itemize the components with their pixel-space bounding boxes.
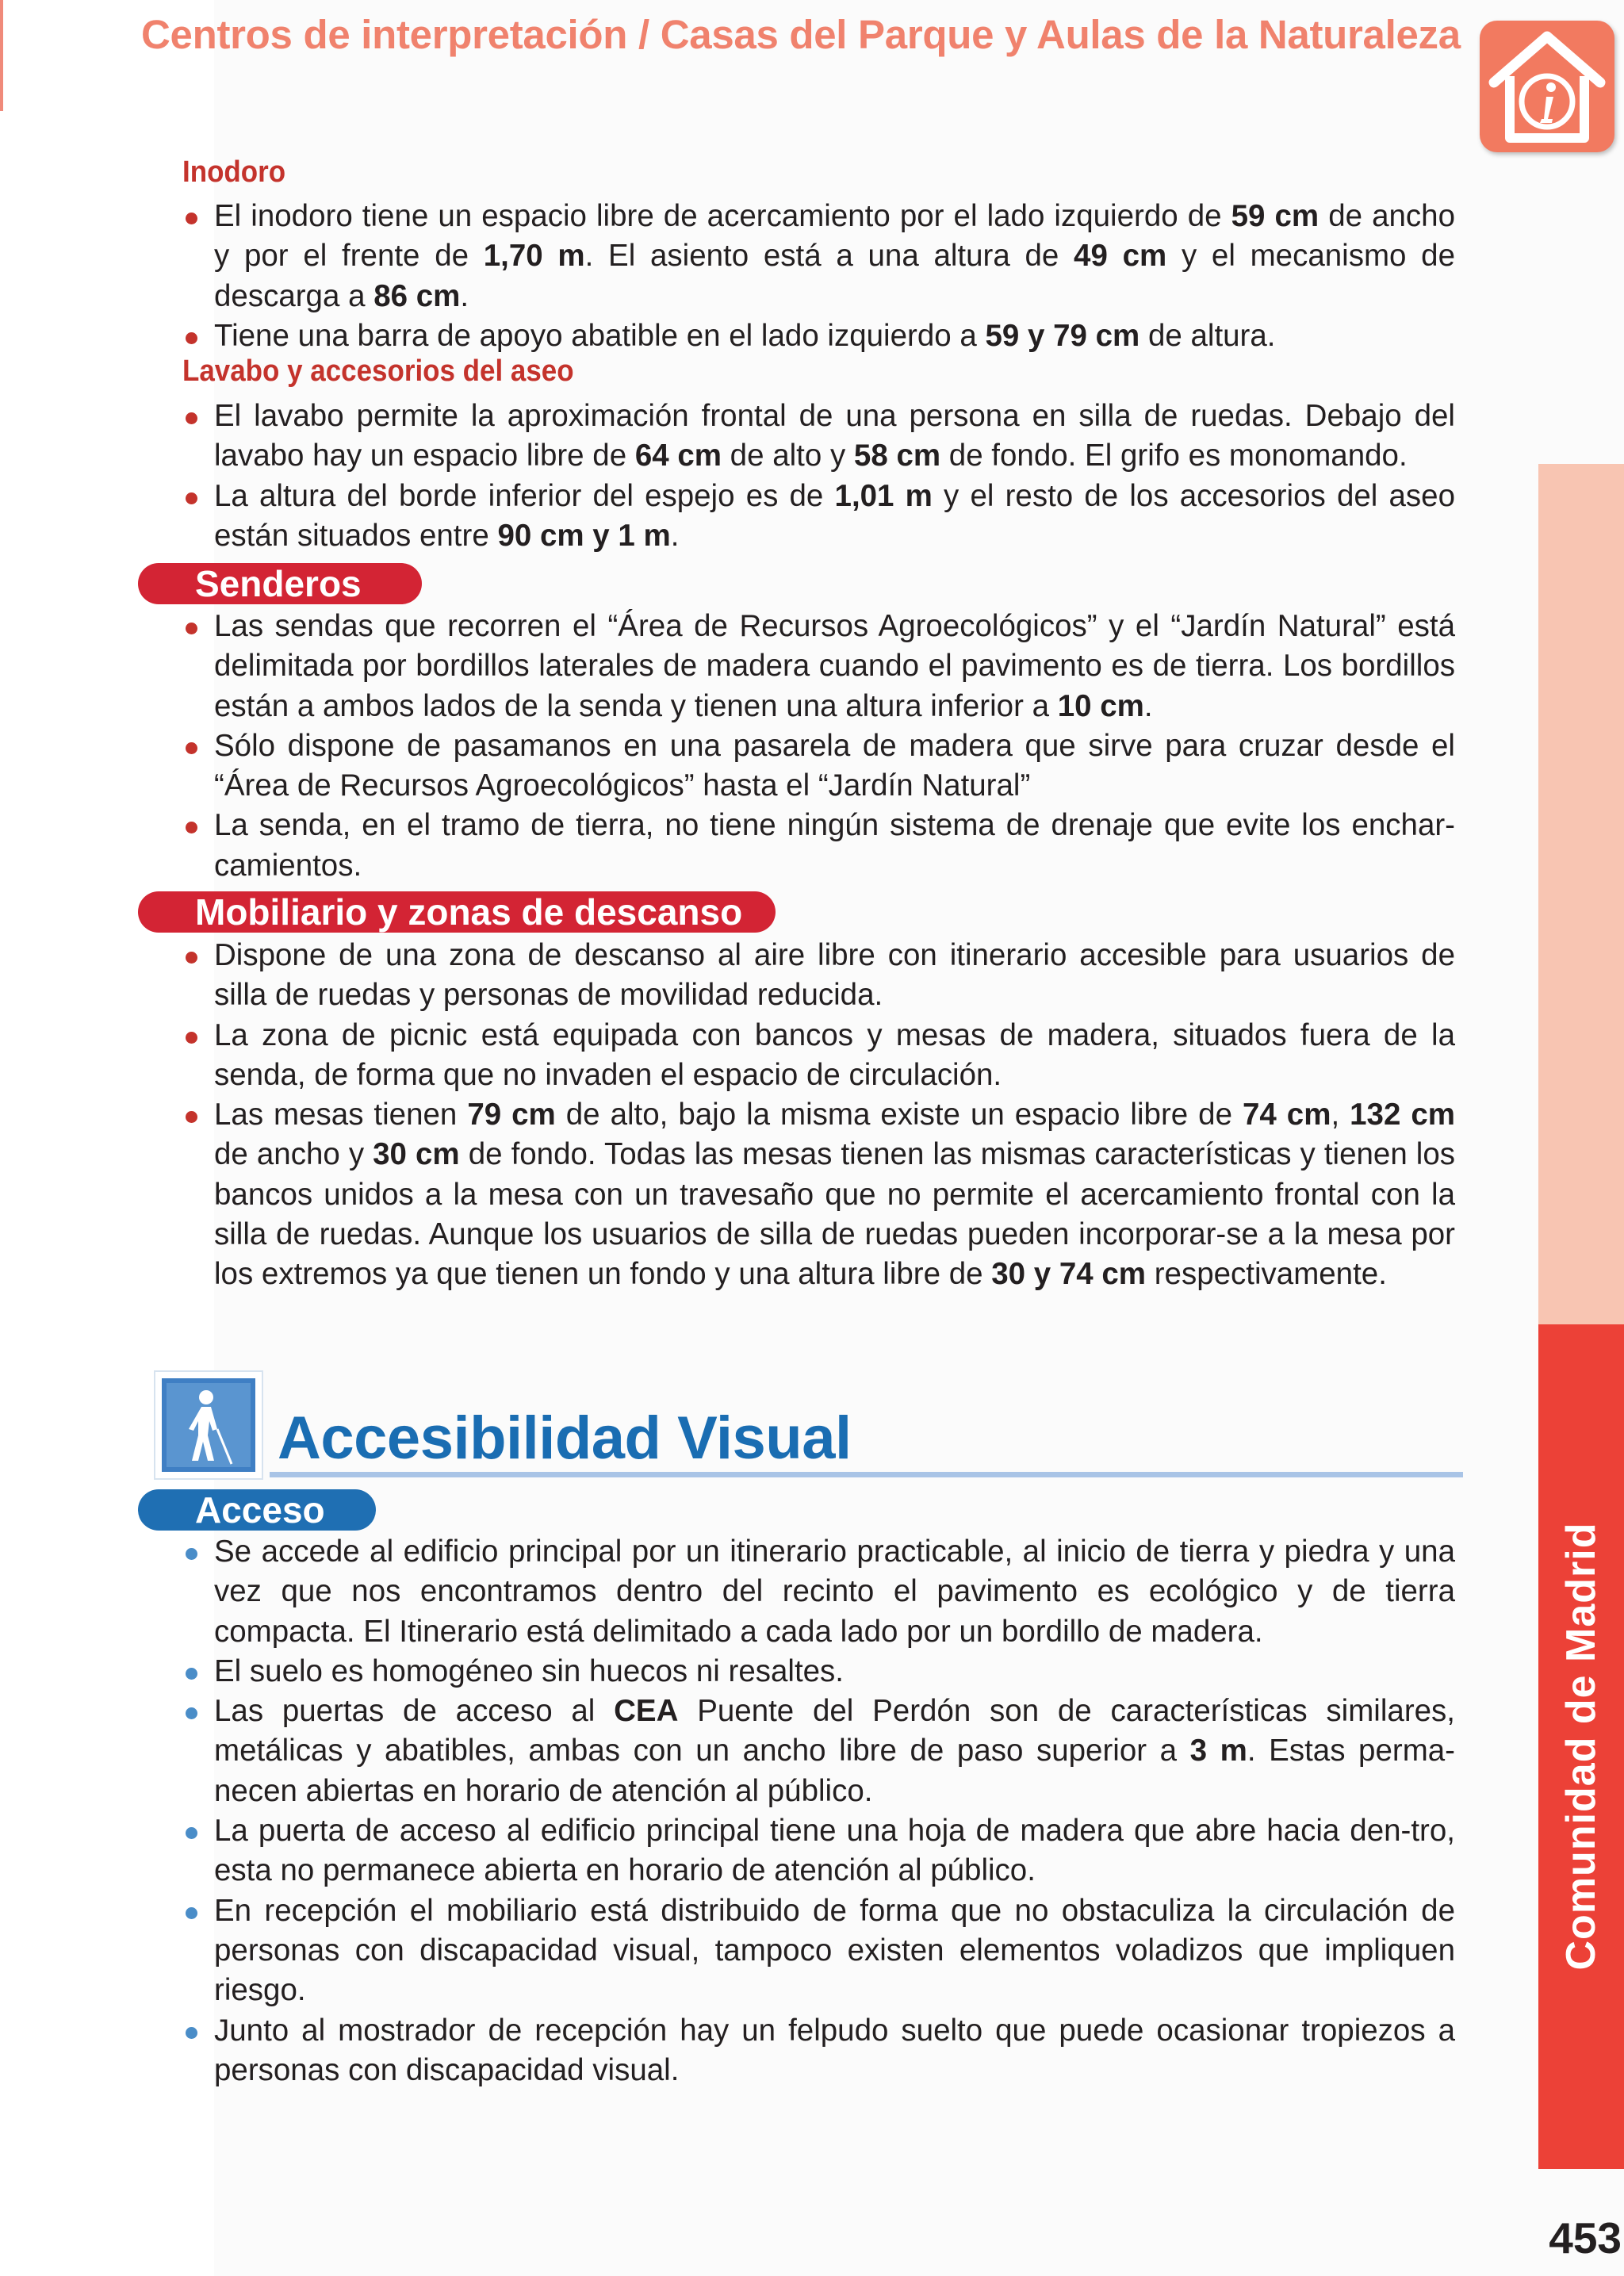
list-item: [182, 806, 1455, 886]
text-run: Puente del Perdón son de características similares, metálicas y abatibles, ambas con un ancho libre de paso superior a: [214, 1694, 1456, 1768]
list-item: [182, 1811, 1455, 1891]
bullet-icon: [186, 623, 197, 634]
bullet-icon: [186, 822, 197, 833]
text-run: 30 y 74 cm: [991, 1257, 1147, 1292]
text-run: La senda, en el tramo de tierra, no tiene ningún sistema de drenaje que evite los enchar-camientos.: [214, 808, 1455, 883]
blind-person-cane-icon: [155, 1372, 262, 1478]
text-run: La puerta de acceso al edificio principal tiene una hoja de madera que abre hacia den-tro, esta no permanece abierta en horario de atención al público.: [214, 1814, 1455, 1888]
bullet-icon: [186, 492, 197, 504]
text-run: . El asiento está a una altura de: [584, 239, 1074, 274]
text-run: 90 cm y 1 m: [497, 518, 671, 553]
text-run: .: [460, 278, 469, 313]
text-run: CEA: [614, 1694, 679, 1729]
text-run: 79 cm: [467, 1098, 556, 1132]
text-run: En recepción el mobiliario está distribuido de forma que no obstaculiza la circulación de personas con discapacidad visual, tampoco existen elementos voladizos que impliquen riesgo.: [214, 1893, 1455, 2008]
text-run: de fondo. Todas las mesas tienen las mismas características y tienen los bancos unidos a la mesa con un travesaño que no permite el acercamiento frontal con la silla de ruedas. Aunque los usuarios de silla de ruedas pueden incorporar-se a la mesa por los extremos ya que tienen un fondo y una altura libre de: [214, 1137, 1456, 1292]
bullet-icon: [186, 1907, 197, 1919]
bullet-icon: [186, 213, 197, 224]
text-run: 49 cm: [1074, 239, 1167, 274]
page-number: 453: [1549, 2213, 1622, 2263]
text-run: y el resto de los accesorios del aseo están situados entre: [214, 478, 1455, 553]
text-run: El lavabo permite la aproximación frontal de una persona en silla de ruedas. Debajo del lavabo hay un espacio libre de: [214, 399, 1455, 473]
text-run: de alto, bajo la misma existe un espacio libre de: [555, 1098, 1243, 1132]
text-run: Las puertas de acceso al: [214, 1694, 615, 1729]
text-run: 10 cm: [1057, 688, 1144, 723]
bullet-icon: [186, 1548, 197, 1560]
text-run: de altura.: [1139, 318, 1276, 353]
bullet-icon: [186, 1827, 197, 1839]
mobiliario-list: [182, 936, 1455, 1295]
section-tab-band: [1538, 464, 1624, 1324]
list-item: [182, 936, 1455, 1016]
text-run: .: [1143, 688, 1153, 723]
bullet-icon: [186, 2027, 197, 2039]
text-run: El suelo es homogéneo sin huecos ni resaltes.: [214, 1653, 845, 1688]
inodoro-heading: Inodoro: [182, 155, 286, 189]
list-item: [182, 1652, 1455, 1692]
text-run: 30 cm: [373, 1137, 460, 1172]
text-run: El inodoro tiene un espacio libre de acercamiento por el lado izquierdo de: [214, 199, 1231, 233]
text-run: 58 cm: [853, 439, 941, 473]
bullet-icon: [186, 1668, 197, 1680]
bullet-icon: [186, 1032, 197, 1044]
text-run: 132 cm: [1350, 1098, 1455, 1132]
text-run: 1,70 m: [483, 239, 585, 274]
bullet-icon: [186, 742, 197, 754]
title-underline: [270, 1472, 1463, 1477]
bullet-icon: [186, 1707, 197, 1719]
bullet-icon: [186, 1111, 197, 1123]
section-title: Accesibilidad Visual: [278, 1404, 852, 1472]
list-item: [182, 197, 1455, 316]
text-run: La zona de picnic está equipada con bancos y mesas de madera, situados fuera de la senda, de forma que no invaden el espacio de circulación.: [214, 1017, 1455, 1092]
list-item: [182, 1891, 1455, 2011]
text-run: Se accede al edificio principal por un itinerario practicable, al inicio de tierra y piedra y una vez que nos encontramos dentro del recinto el pavimento es ecológico y de tierra compacta. El Itinerario está delimitado a cada lado por un bordillo de madera.: [214, 1535, 1455, 1649]
mobiliario-heading: Mobiliario y zonas de descanso: [138, 891, 776, 933]
text-run: Las sendas que recorren el “Área de Recursos Agroecológicos” y el “Jardín Natural” está delimitada por bordillos laterales de madera cuando el pavimento es de tierra. Los bordillos están a ambos lados de la senda y tienen una altura inferior a: [214, 609, 1455, 723]
senderos-list: [182, 607, 1455, 886]
lavabo-heading: Lavabo y accesorios del aseo: [182, 354, 574, 388]
acceso-list: [182, 1532, 1455, 2090]
text-run: 1,01 m: [834, 478, 933, 513]
text-run: 3 m: [1189, 1734, 1247, 1768]
senderos-heading: Senderos: [138, 563, 422, 604]
list-item: [182, 1095, 1455, 1294]
house-info-icon: [1480, 21, 1614, 152]
text-run: ,: [1331, 1098, 1350, 1132]
list-item: [182, 1532, 1455, 1652]
list-item: [182, 607, 1455, 726]
list-item: [182, 2011, 1455, 2091]
text-run: 74 cm: [1242, 1098, 1331, 1132]
text-run: 59 cm: [1231, 199, 1320, 233]
text-run: y el mecanismo de descarga a: [214, 239, 1455, 313]
text-run: Dispone de una zona de descanso al aire libre con itinerario accesible para usuarios de silla de ruedas y personas de movilidad reducida.: [214, 938, 1455, 1013]
text-run: Tiene una barra de apoyo abatible en el lado izquierdo a: [214, 318, 986, 353]
text-run: 59 y 79 cm: [985, 318, 1140, 353]
text-run: . Estas perma-necen abiertas en horario de atención al público.: [214, 1734, 1455, 1808]
bullet-icon: [186, 952, 197, 964]
acceso-heading: Acceso: [138, 1489, 376, 1531]
list-item: [182, 477, 1455, 557]
text-run: respectivamente.: [1146, 1257, 1387, 1292]
list-item: [182, 316, 1455, 356]
list-item: [182, 1692, 1455, 1811]
inodoro-list: [182, 197, 1455, 356]
lavabo-list: [182, 397, 1455, 556]
edge-mark: [0, 0, 3, 111]
bullet-icon: [186, 332, 197, 344]
text-run: Las mesas tienen: [214, 1098, 468, 1132]
text-run: Sólo dispone de pasamanos en una pasarela de madera que sirve para cruzar desde el “Área de Recursos Agroecológicos” hasta el “Jardín Natural”: [214, 728, 1455, 803]
page-header-title: Centros de interpretación / Casas del Parque y Aulas de la Naturaleza: [141, 12, 1461, 57]
list-item: [182, 397, 1455, 477]
text-run: 64 cm: [634, 439, 722, 473]
text-run: 86 cm: [373, 278, 461, 313]
text-run: La altura del borde inferior del espejo es de: [214, 478, 835, 513]
text-run: de ancho y: [214, 1137, 373, 1172]
text-run: de alto y: [721, 439, 854, 473]
text-run: de fondo. El grifo es monomando.: [940, 439, 1408, 473]
text-run: Junto al mostrador de recepción hay un felpudo suelto que puede ocasionar tropiezos a personas con discapacidad visual.: [214, 2013, 1455, 2087]
list-item: [182, 1016, 1455, 1096]
text-run: de ancho y por el frente de: [214, 199, 1455, 274]
text-run: .: [670, 518, 680, 553]
bullet-icon: [186, 412, 197, 424]
list-item: [182, 726, 1455, 807]
region-label: Comunidad de Madrid: [1558, 1522, 1604, 1971]
